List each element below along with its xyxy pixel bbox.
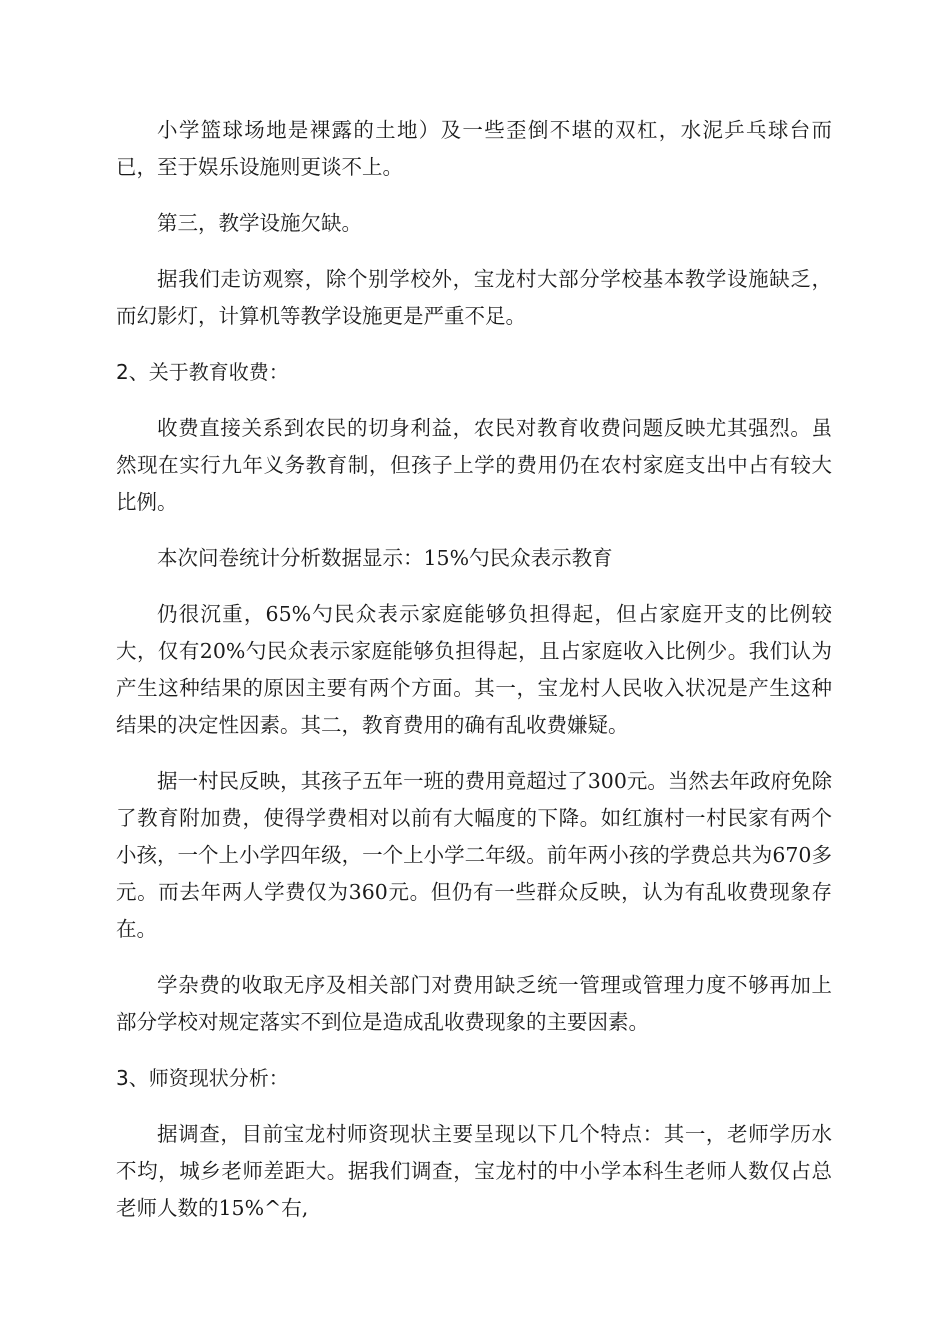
paragraph-survey-analysis: 仍很沉重，65%勺民众表示家庭能够负担得起，但占家庭开支的比例较大，仅有20%勺民众表示家庭能够负担得起，且占家庭收入比例少。我们认为产生这种结果的原因主要有两个方面。其一，宝龙村人民收入状况是产生这种结果的决定性因素。其二，教育费用的确有乱收费嫌疑。 [116,602,832,737]
paragraph-survey-stats: 本次问卷统计分析数据显示：15%勺民众表示教育 [157,546,613,570]
section-heading-education-fees: 2、关于教育收费： [116,360,289,384]
paragraph-fee-causes: 学杂费的收取无序及相关部门对费用缺乏统一管理或管理力度不够再加上部分学校对规定落实不到位是造成乱收费现象的主要因素。 [116,973,832,1034]
document-page [116,112,832,1246]
paragraph-teaching-facilities: 据我们走访观察，除个别学校外，宝龙村大部分学校基本教学设施缺乏，而幻影灯，计算机等教学设施更是严重不足。 [116,267,832,328]
paragraph-villager-report: 据一村民反映，其孩子五年一班的费用竟超过了300元。当然去年政府免除了教育附加费，使得学费相对以前有大幅度的下降。如红旗村一村民家有两个小孩，一个上小学四年级，一个上小学二年级。前年两小孩的学费总共为670多元。而去年两人学费仅为360元。但仍有一些群众反映，认为有乱收费现象存在。 [116,769,832,941]
section-heading-teachers: 3、师资现状分析： [116,1066,289,1090]
paragraph-sports-facilities: 小学篮球场地是裸露的土地）及一些歪倒不堪的双杠，水泥乒乓球台而已，至于娱乐设施则更谈不上。 [116,118,832,179]
paragraph-teacher-status: 据调查，目前宝龙村师资现状主要呈现以下几个特点：其一，老师学历水不均，城乡老师差距大。据我们调查，宝龙村的中小学本科生老师人数仅占总老师人数的15%^右, [116,1122,832,1220]
paragraph-third-point: 第三，教学设施欠缺。 [157,211,362,235]
paragraph-fees-intro: 收费直接关系到农民的切身利益，农民对教育收费问题反映尤其强烈。虽然现在实行九年义务教育制，但孩子上学的费用仍在农村家庭支出中占有较大比例。 [116,416,832,514]
